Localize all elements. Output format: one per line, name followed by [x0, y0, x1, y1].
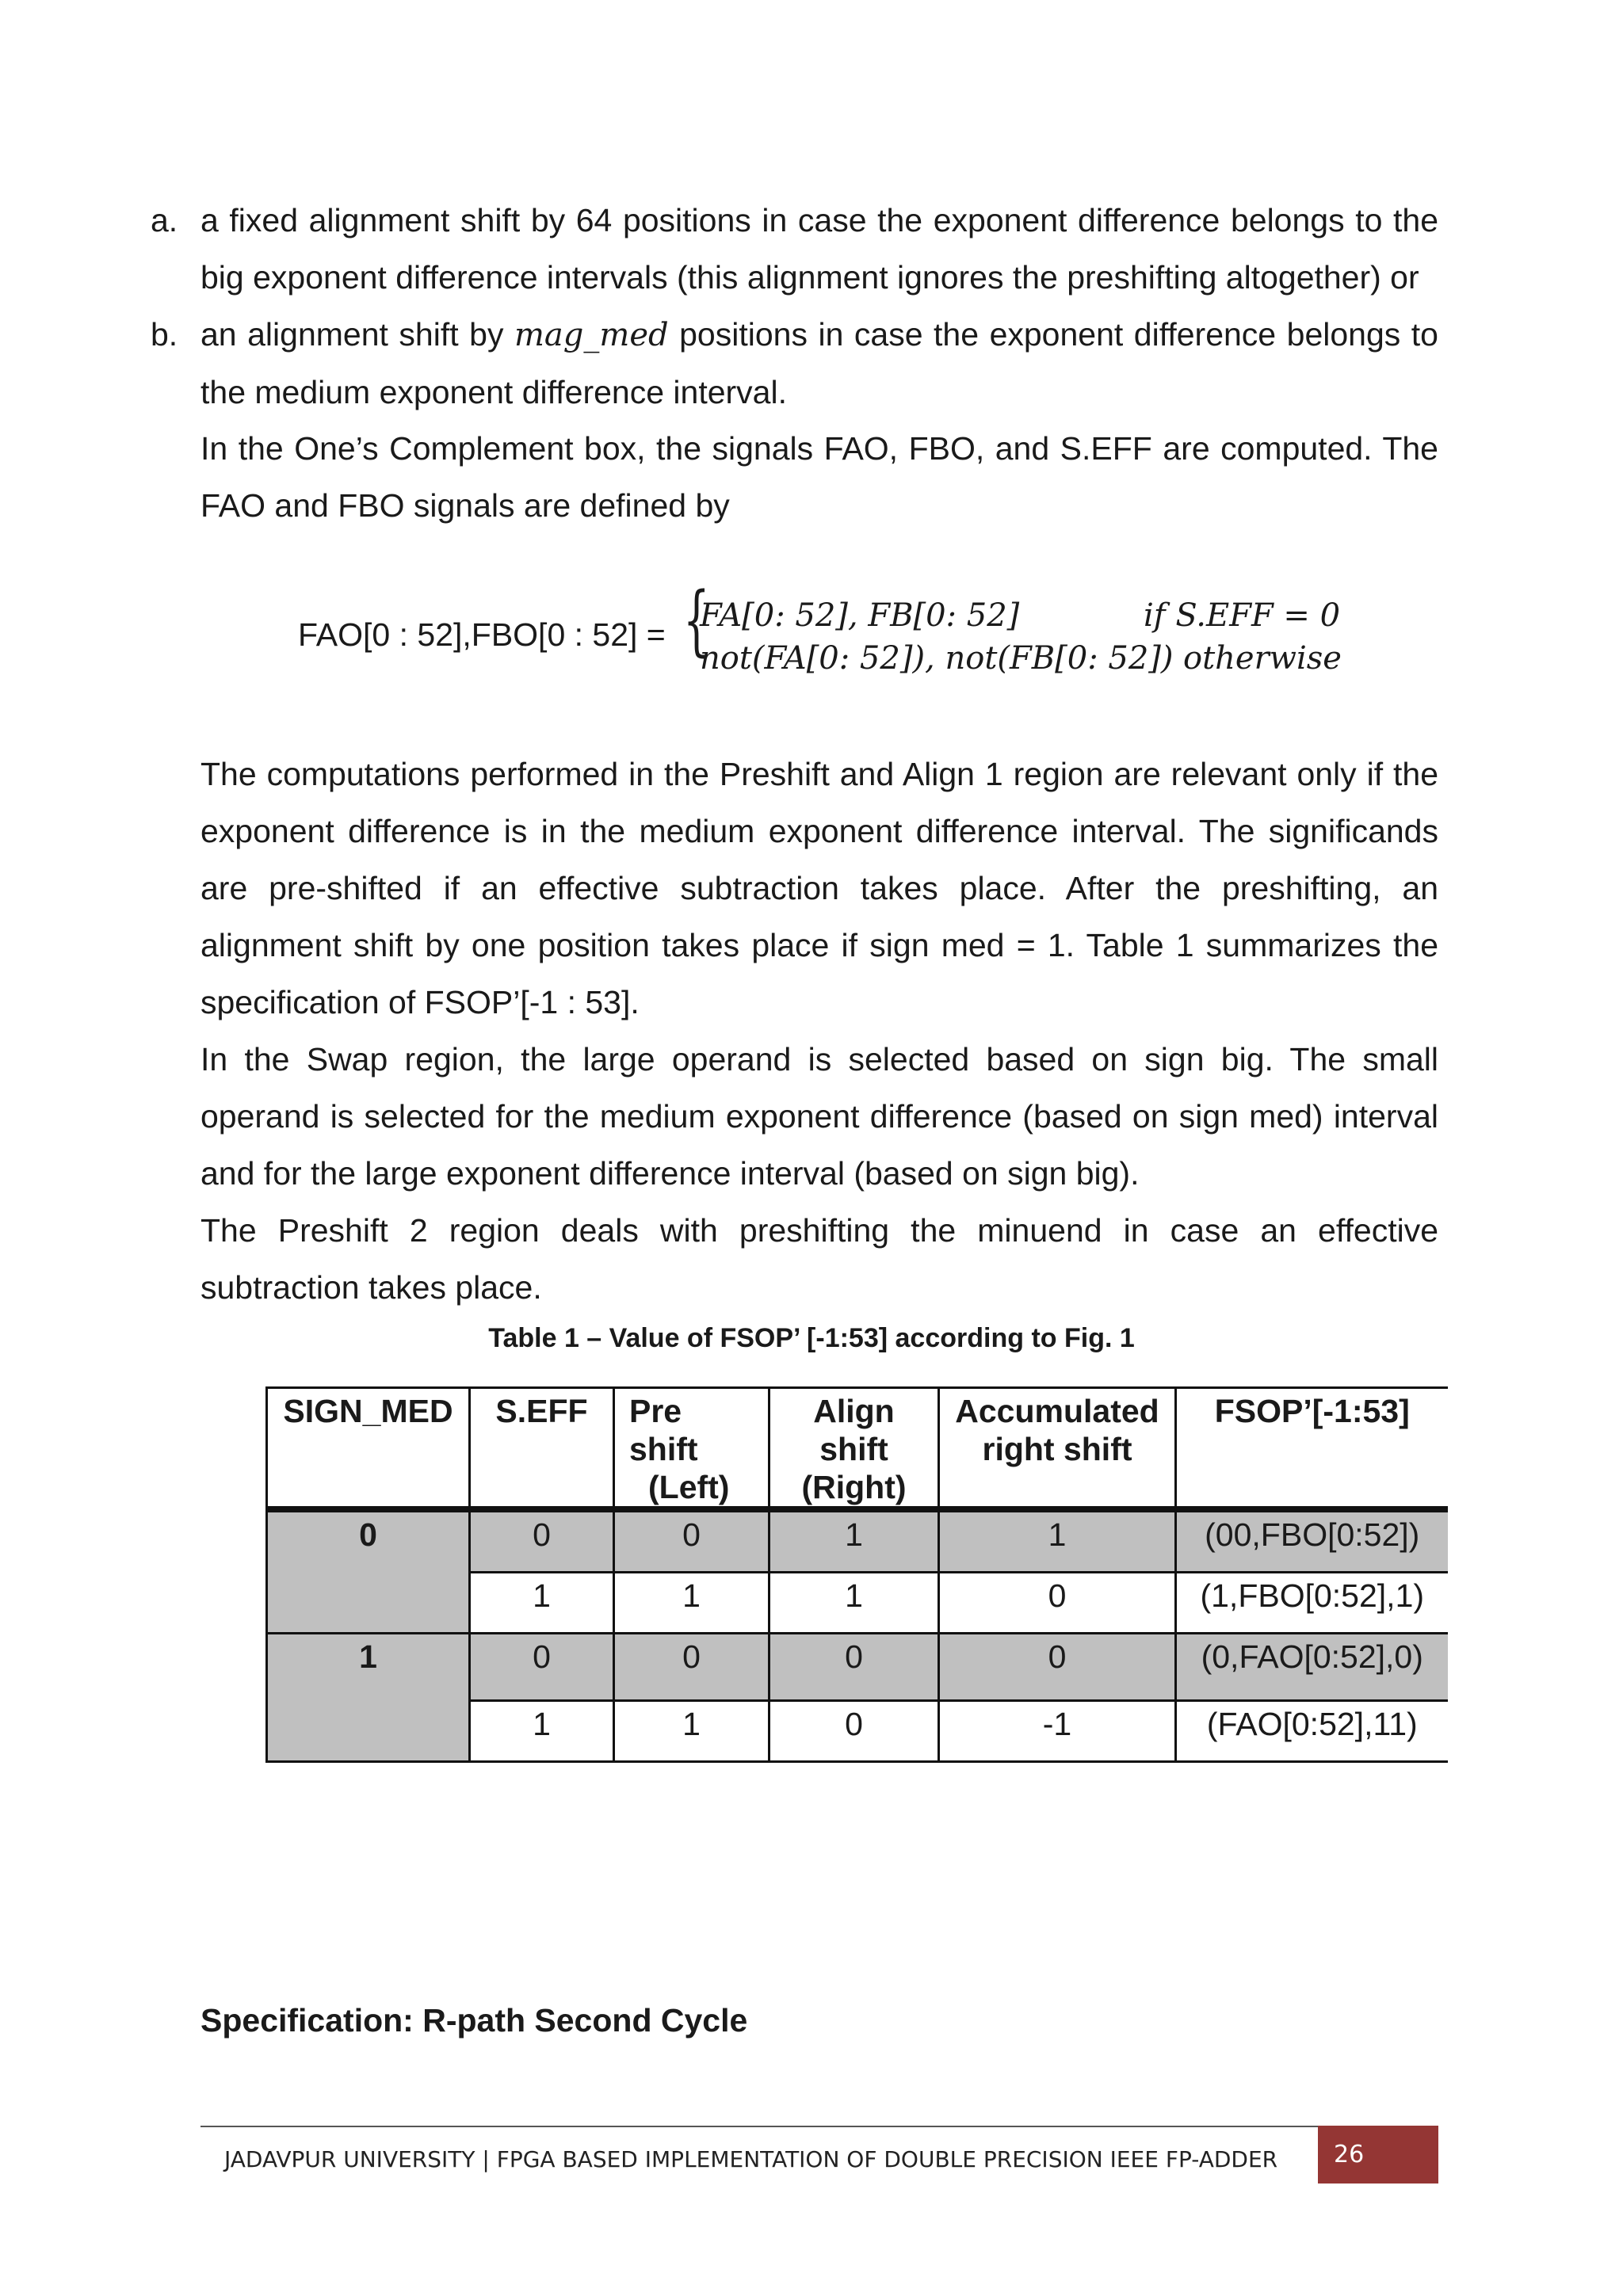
table-caption: Table 1 – Value of FSOP’ [-1:53] according to Fig. 1 [488, 1323, 1135, 1353]
footer-university: JADAVPUR UNIVERSITY [224, 2146, 475, 2172]
header-sign-med: SIGN_MED [267, 1388, 470, 1510]
header-align-shift-line1: Align [813, 1393, 895, 1429]
header-accumulated-line1: Accumulated [955, 1393, 1159, 1429]
fsop-table [265, 1386, 1448, 1763]
header-pre-shift-line1: Pre [629, 1393, 682, 1429]
equation-case2-condition: otherwise [1183, 640, 1342, 677]
footer-separator: | [482, 2146, 490, 2172]
header-pre-shift [614, 1388, 769, 1510]
cell-accumulated-shift: 0 [939, 1634, 1176, 1701]
equation-brace: { [683, 576, 710, 665]
cell-accumulated-shift: -1 [939, 1701, 1176, 1762]
list-text-a: a fixed alignment shift by 64 positions in case the exponent difference belongs to the big exponent difference intervals (this alignment ignores the preshifting altogether) or [200, 202, 1438, 296]
equation-case2-value: not(FA[0: 52]), not(FB[0: 52]) [700, 640, 1174, 677]
cell-accumulated-shift: 0 [939, 1573, 1176, 1634]
cell-align-shift: 1 [769, 1573, 939, 1634]
header-align-shift [769, 1388, 939, 1510]
table-row [267, 1509, 1448, 1573]
list-marker-a: a. [151, 202, 178, 238]
list-marker-b: b. [151, 316, 178, 353]
paragraph-swap: In the Swap region, the large operand is selected based on sign big. The small operand is selected for the medium exponent difference (based on sign med) interval and for the large exponent difference interval (based on sign big). [200, 1041, 1438, 1192]
math-mag-med: mag_med [514, 317, 669, 353]
table-row [267, 1634, 1448, 1701]
cell-sign-med-1: 1 [267, 1634, 470, 1762]
list-item-b [151, 306, 1438, 421]
cell-fsop: (FAO[0:52],11) [1176, 1701, 1448, 1762]
cell-accumulated-shift: 1 [939, 1509, 1176, 1573]
cell-pre-shift: 0 [614, 1634, 769, 1701]
cell-sign-med-0: 0 [267, 1509, 470, 1634]
header-pre-shift-line3: (Left) [648, 1469, 730, 1505]
paragraph-ones-complement: In the One’s Complement box, the signals FAO, FBO, and S.EFF are computed. The FAO and FBO signals are defined by [200, 430, 1438, 524]
header-accumulated-line2: right shift [982, 1431, 1132, 1467]
header-s-eff: S.EFF [470, 1388, 614, 1510]
paragraph-preshift-align: The computations performed in the Preshift and Align 1 region are relevant only if the exponent difference is in the medium exponent difference interval. The significands are pre-shifted if an effective subtraction takes place. After the preshifting, an alignment shift by one position takes place if sign med = 1. Table 1 summarizes the specification of FSOP’[-1 : 53]. [200, 756, 1438, 1020]
footer-rule [200, 2126, 1438, 2127]
cell-s-eff: 1 [470, 1573, 614, 1634]
list-text-b [200, 306, 1438, 421]
header-fsop: FSOP’[-1:53] [1176, 1388, 1448, 1510]
cell-pre-shift: 0 [614, 1509, 769, 1573]
list-text-b-after: positions in case the exponent difference belongs to the medium exponent difference interval. [200, 316, 1438, 410]
footer-text [224, 2131, 1277, 2188]
section-heading: Specification: R-path Second Cycle [200, 2002, 748, 2039]
header-align-shift-line2: shift [819, 1431, 888, 1467]
equation-lhs: FAO[0 : 52],FBO[0 : 52] = [298, 616, 666, 653]
cell-fsop: (0,FAO[0:52],0) [1176, 1634, 1448, 1701]
cell-align-shift: 1 [769, 1509, 939, 1573]
list-text-b-before: an alignment shift by [200, 316, 504, 353]
cell-s-eff: 0 [470, 1634, 614, 1701]
equation-case1-value: FA[0: 52], FB[0: 52] [700, 597, 1020, 634]
footer-title: FPGA BASED IMPLEMENTATION OF DOUBLE PRECISION IEEE FP-ADDER [496, 2146, 1278, 2172]
cell-fsop: (1,FBO[0:52],1) [1176, 1573, 1448, 1634]
paragraph-preshift2: The Preshift 2 region deals with preshifting the minuend in case an effective subtraction takes place. [200, 1212, 1438, 1306]
cell-align-shift: 0 [769, 1701, 939, 1762]
table-header-row [267, 1388, 1448, 1510]
page-number: 26 [1334, 2141, 1365, 2168]
cell-s-eff: 0 [470, 1509, 614, 1573]
header-align-shift-line3: (Right) [801, 1469, 907, 1505]
cell-fsop: (00,FBO[0:52]) [1176, 1509, 1448, 1573]
cell-s-eff: 1 [470, 1701, 614, 1762]
list-item-a [151, 192, 1438, 306]
page-number-box [1318, 2126, 1438, 2183]
cell-align-shift: 0 [769, 1634, 939, 1701]
header-accumulated-shift [939, 1388, 1176, 1510]
cell-pre-shift: 1 [614, 1701, 769, 1762]
header-pre-shift-line2: shift [629, 1431, 698, 1467]
cell-pre-shift: 1 [614, 1573, 769, 1634]
equation-case1-condition: if S.EFF = 0 [1144, 597, 1341, 634]
